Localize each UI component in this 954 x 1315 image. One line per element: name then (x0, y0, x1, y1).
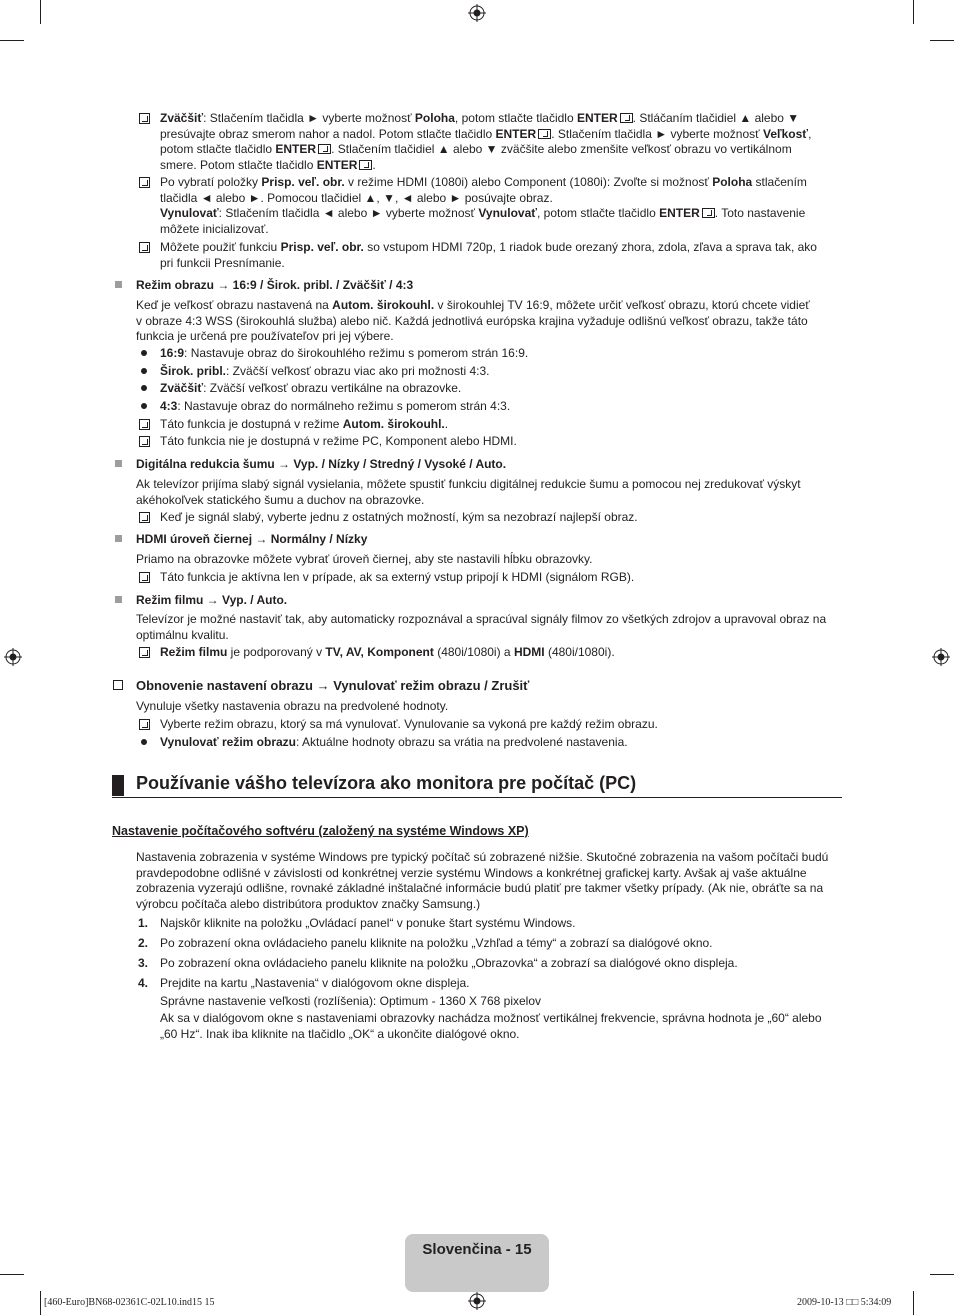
text-run: so vstupom HDMI 720p, 1 riadok bude orezaný zhora, zdola, zľava a sprava tak, ako (363, 240, 817, 254)
registration-mark-icon (468, 4, 486, 22)
note-icon (139, 436, 150, 447)
note-icon (139, 647, 150, 658)
text-run: v širokouhlej TV 16:9, môžete určiť veľkosť obrazu, ktorú chcete vidieť (434, 298, 810, 312)
note-icon (139, 242, 150, 253)
text-line (160, 417, 448, 433)
bold-text: Autom. širokouhl. (332, 298, 435, 312)
text-run: v obraze 4:3 WSS (širokouhlá služba) alebo nič. Každá jednotlivá európska krajina vyžaduje odlišnú veľkosť obrazu, takže táto (136, 313, 808, 328)
bold-text: Poloha (414, 111, 455, 125)
registration-mark-icon (4, 648, 22, 666)
bullet-icon (141, 368, 147, 374)
heading-divider (112, 797, 842, 798)
print-slug-right: 2009-10-13 □□ 5:34:09 (797, 1297, 892, 1308)
registration-mark-icon (468, 1292, 486, 1310)
pc-intro (136, 850, 846, 912)
intro-line: výrobcu počítača alebo distribútora produktov značky Samsung.) (136, 896, 481, 911)
text-line (160, 175, 840, 191)
text-run: Keď je signál slabý, vyberte jednu z ostatných možností, kým sa nezobrazí najlepší obraz. (160, 510, 638, 524)
text-line (160, 735, 628, 751)
text-line (160, 510, 638, 526)
bold-text: ENTER (275, 142, 317, 156)
text-run: Po vybratí položky (160, 175, 262, 189)
bold-text: Vynulovať (160, 206, 219, 220)
section-body-film-mode (136, 612, 846, 643)
text-run: akéhokoľvek statického šumu a duchov na obrazovke. (136, 492, 425, 507)
note-item (160, 717, 658, 733)
text-run: : Stlačením tlačidla ► vyberte možnosť (203, 111, 415, 125)
text-run: (480i/1080i) a (433, 645, 514, 659)
text-line (160, 158, 840, 174)
step-number: 1. (138, 916, 149, 930)
bold-text: Poloha (712, 175, 753, 189)
text-line (136, 314, 836, 330)
note-icon (139, 177, 150, 188)
text-run: . Stlačením tlačidla ► vyberte možnosť (551, 126, 763, 141)
checkbox-bullet-icon (113, 680, 123, 690)
text-line (136, 298, 836, 314)
enter-icon (359, 160, 372, 170)
text-run: : Nastavuje obraz do širokouhlého režimu s pomerom strán 16:9. (184, 346, 529, 360)
bold-text: 4:3 (160, 399, 178, 413)
note-hdmi-720p (160, 240, 840, 271)
text-run: Priamo na obrazovke môžete vybrať úroveň čiernej, aby ste nastavili hĺbku obrazovky. (136, 552, 593, 566)
step-text (160, 976, 850, 1042)
text-line (160, 364, 489, 380)
crop-mark (913, 1291, 914, 1315)
step-text: Po zobrazení okna ovládacieho panelu kliknite na položku „Vzhľad a témy“ a zobrazí sa dialógové okno. (160, 936, 713, 950)
text-run: optimálnu kvalitu. (136, 627, 229, 642)
enter-icon (538, 129, 551, 139)
text-run: : Nastavuje obraz do normálneho režimu s pomerom strán 4:3. (177, 399, 511, 413)
chapter-heading: Používanie vášho televízora ako monitora pre počítač (PC) (136, 773, 637, 793)
text-line (160, 256, 840, 272)
subheading: Nastavenie počítačového softvéru (založený na systéme Windows XP) (112, 824, 529, 838)
text-line (160, 191, 840, 207)
text-run: : Stlačením tlačidla ◄ alebo ► vyberte možnosť (218, 206, 479, 220)
text-run: . (372, 157, 376, 172)
section-body-hdmi-black (136, 552, 836, 568)
note-item (160, 417, 448, 433)
note-icon (139, 512, 150, 523)
text-run: (480i/1080i). (544, 645, 615, 659)
step-line: Správne nastavenie veľkosti (rozlíšenia): Optimum - 1360 X 768 pixelov (160, 993, 542, 1008)
enter-icon (620, 113, 633, 123)
bullet-icon (141, 385, 147, 391)
intro-line: pravdepodobne odlišné v závislosti od konkrétnej verzie systému Windows a konkrétnej grafickej karty. Avšak aj vaše aktuálne (136, 865, 807, 880)
note-item (160, 434, 517, 450)
text-run: Táto funkcia je aktívna len v prípade, ak sa externý vstup pripojí k HDMI (signálom RGB). (160, 570, 635, 584)
bold-text: 16:9 (160, 346, 185, 360)
intro-line: Nastavenia zobrazenia v systéme Windows pre typický počítač sú zobrazené nižšie. Skutočné zobrazenia na vašom počítači budú (136, 850, 829, 864)
text-run: presúvajte obraz smerom nahor a nadol. Potom stlačte tlačidlo (160, 126, 496, 141)
section-square-icon (115, 535, 122, 542)
print-slug-left: [460-Euro]BN68-02361C-02L10.ind15 15 (44, 1297, 215, 1308)
intro-line: zobrazenia vyzerajú odlišne, rovnaké základné inštalačné informácie budú platiť pre takmer všetky prípady. (Ak nie, obráťte sa na (136, 881, 824, 895)
text-run: : Zväčší veľkosť obrazu vertikálne na obrazovke. (203, 381, 462, 395)
text-line (160, 381, 461, 397)
note-icon (139, 113, 150, 124)
text-run: potom stlačte tlačidlo (160, 142, 276, 156)
text-run: . Stlačením tlačidiel ▲ alebo ▼ zväčšite alebo zmenšite veľkosť obrazu vo vertikálnom (331, 142, 792, 156)
note-zoom (160, 111, 840, 173)
text-line (160, 206, 840, 222)
crop-mark (930, 40, 954, 41)
bold-text: ENTER (495, 126, 537, 141)
text-run: Ak televízor prijíma slabý signál vysielania, môžete spustiť funkciu digitálnej redukcie šumu a pomocou nej zredukovať výskyt (136, 477, 801, 491)
section-title-noise-reduction: Digitálna redukcia šumu → Vyp. / Nízky / Stredný / Vysoké / Auto. (136, 457, 507, 471)
step-line: „60 Hz“. Inak iba kliknite na tlačidlo „OK“ a ukončite dialógové okno. (160, 1026, 520, 1041)
text-run: smere. Potom stlačte tlačidlo (160, 157, 317, 172)
note-item (160, 645, 615, 661)
text-run: tlačidla ◄ alebo ►. Pomocou tlačidiel ▲, ▼, ◄ alebo ► posúvajte obraz. (160, 190, 553, 205)
section-title-picture-mode: Režim obrazu → 16:9 / Širok. pribl. / Zväčšiť / 4:3 (136, 278, 414, 292)
step-number: 4. (138, 976, 149, 990)
text-run: . Stláčaním tlačidiel ▲ alebo ▼ (632, 111, 800, 125)
note-item (160, 510, 638, 526)
text-run: v režime HDMI (1080i) alebo Component (1080i): Zvoľte si možnosť (344, 175, 713, 189)
bold-text: ENTER (659, 206, 700, 220)
text-line (136, 477, 836, 493)
crop-mark (0, 40, 24, 41)
text-line (136, 628, 846, 644)
crop-mark (40, 0, 41, 24)
crop-mark (913, 0, 914, 24)
text-line (160, 240, 840, 256)
text-line (160, 142, 840, 158)
bold-text: Veľkosť (762, 126, 809, 141)
text-run: Keď je veľkosť obrazu nastavená na (136, 298, 333, 312)
text-run: Táto funkcia nie je dostupná v režime PC, Komponent alebo HDMI. (160, 434, 517, 448)
note-fit-size (160, 175, 840, 237)
bullet-item (160, 381, 461, 397)
text-run: : Aktuálne hodnoty obrazu sa vrátia na predvolené nastavenia. (296, 735, 628, 749)
note-item (160, 570, 634, 586)
text-run: Vyberte režim obrazu, ktorý sa má vynulovať. Vynulovanie sa vykoná pre každý režim obrazu. (160, 717, 658, 731)
text-line (160, 111, 840, 127)
step-text: Po zobrazení okna ovládacieho panelu kliknite na položku „Obrazovka“ a zobrazí sa dialógové okno displeja. (160, 956, 738, 970)
section-body-reset: Vynuluje všetky nastavenia obrazu na predvolené hodnoty. (136, 699, 449, 713)
bold-text: Autom. širokouhl. (342, 417, 445, 431)
note-icon (139, 572, 150, 583)
section-title-film-mode: Režim filmu → Vyp. / Auto. (136, 593, 288, 607)
bold-text: Režim filmu (160, 645, 228, 659)
text-line (136, 552, 836, 568)
crop-mark (40, 1291, 41, 1315)
bullet-item (160, 735, 628, 751)
step-text: Najskôr kliknite na položku „Ovládací panel“ v ponuke štart systému Windows. (160, 916, 576, 930)
section-square-icon (115, 596, 122, 603)
bold-text: ENTER (576, 111, 618, 125)
text-line (136, 329, 836, 345)
enter-icon (702, 208, 715, 218)
text-line (136, 612, 846, 628)
text-line (160, 717, 658, 733)
text-run: funkcia je určená pre používateľov pri jej výbere. (136, 329, 394, 343)
bullet-icon (141, 403, 147, 409)
section-square-icon (115, 460, 122, 467)
bullet-item (160, 364, 489, 380)
bold-text: Vynulovať (478, 206, 538, 220)
section-title-reset: Obnovenie nastavení obrazu → Vynulovať režim obrazu / Zrušiť (136, 678, 530, 693)
note-icon (139, 419, 150, 430)
text-run: . Toto nastavenie (714, 206, 806, 220)
text-line (160, 570, 634, 586)
bold-text: Prisp. veľ. obr. (261, 175, 345, 189)
text-line (160, 399, 510, 415)
bold-text: ENTER (316, 157, 358, 172)
bullet-icon (141, 350, 147, 356)
step-line: Prejdite na kartu „Nastavenia“ v dialógovom okne displeja. (160, 976, 470, 990)
section-square-icon (115, 281, 122, 288)
text-run: pri funkcii Presnímanie. (160, 255, 285, 270)
bullet-item (160, 346, 528, 362)
bold-text: Prisp. veľ. obr. (280, 240, 364, 254)
text-run: Môžete použiť funkciu (160, 240, 281, 254)
text-line (160, 434, 517, 450)
enter-icon (318, 144, 331, 154)
text-line (136, 493, 836, 509)
bold-text: Zväčšiť (160, 111, 204, 125)
registration-mark-icon (932, 648, 950, 666)
step-number: 3. (138, 956, 149, 970)
section-title-hdmi-black: HDMI úroveň čiernej → Normálny / Nízky (136, 532, 368, 546)
page-number: Slovenčina - 15 (422, 1241, 532, 1258)
text-run: Televízor je možné nastaviť tak, aby automaticky rozpoznával a spracúval signály filmov zo všetkých zdrojov a upravoval obraz na (136, 612, 827, 626)
text-run: môžete inicializovať. (160, 221, 269, 236)
text-run: : Zväčší veľkosť obrazu viac ako pri možnosti 4:3. (226, 364, 490, 378)
text-run: , potom stlačte tlačidlo (454, 111, 577, 125)
bold-text: Zväčšiť (160, 381, 204, 395)
crop-mark (0, 1274, 24, 1275)
crop-mark (930, 1274, 954, 1275)
heading-bar-icon (112, 775, 124, 796)
note-icon (139, 719, 150, 730)
text-run: stlačením (752, 175, 807, 189)
step-line: Ak sa v dialógovom okne s nastaveniami obrazovky nachádza možnosť vertikálnej frekvencie, správna hodnota je „60“ alebo (160, 1011, 822, 1025)
text-line (160, 346, 528, 362)
text-run: je podporovaný v (227, 645, 326, 659)
bold-text: HDMI (513, 645, 545, 659)
step-number: 2. (138, 936, 149, 950)
text-line (160, 127, 840, 143)
section-body-picture-mode (136, 298, 836, 345)
text-line (160, 222, 840, 238)
text-run: . (444, 417, 449, 431)
bullet-icon (141, 739, 147, 745)
text-run: Táto funkcia je dostupná v režime (160, 417, 343, 431)
text-run: , potom stlačte tlačidlo (537, 206, 660, 220)
bold-text: Širok. pribl. (160, 364, 227, 378)
text-line (160, 645, 615, 661)
section-body-noise-reduction (136, 477, 836, 508)
text-run: , (808, 126, 812, 141)
bold-text: Vynulovať režim obrazu (160, 735, 297, 749)
bold-text: TV, AV, Komponent (325, 645, 434, 659)
bullet-item (160, 399, 510, 415)
